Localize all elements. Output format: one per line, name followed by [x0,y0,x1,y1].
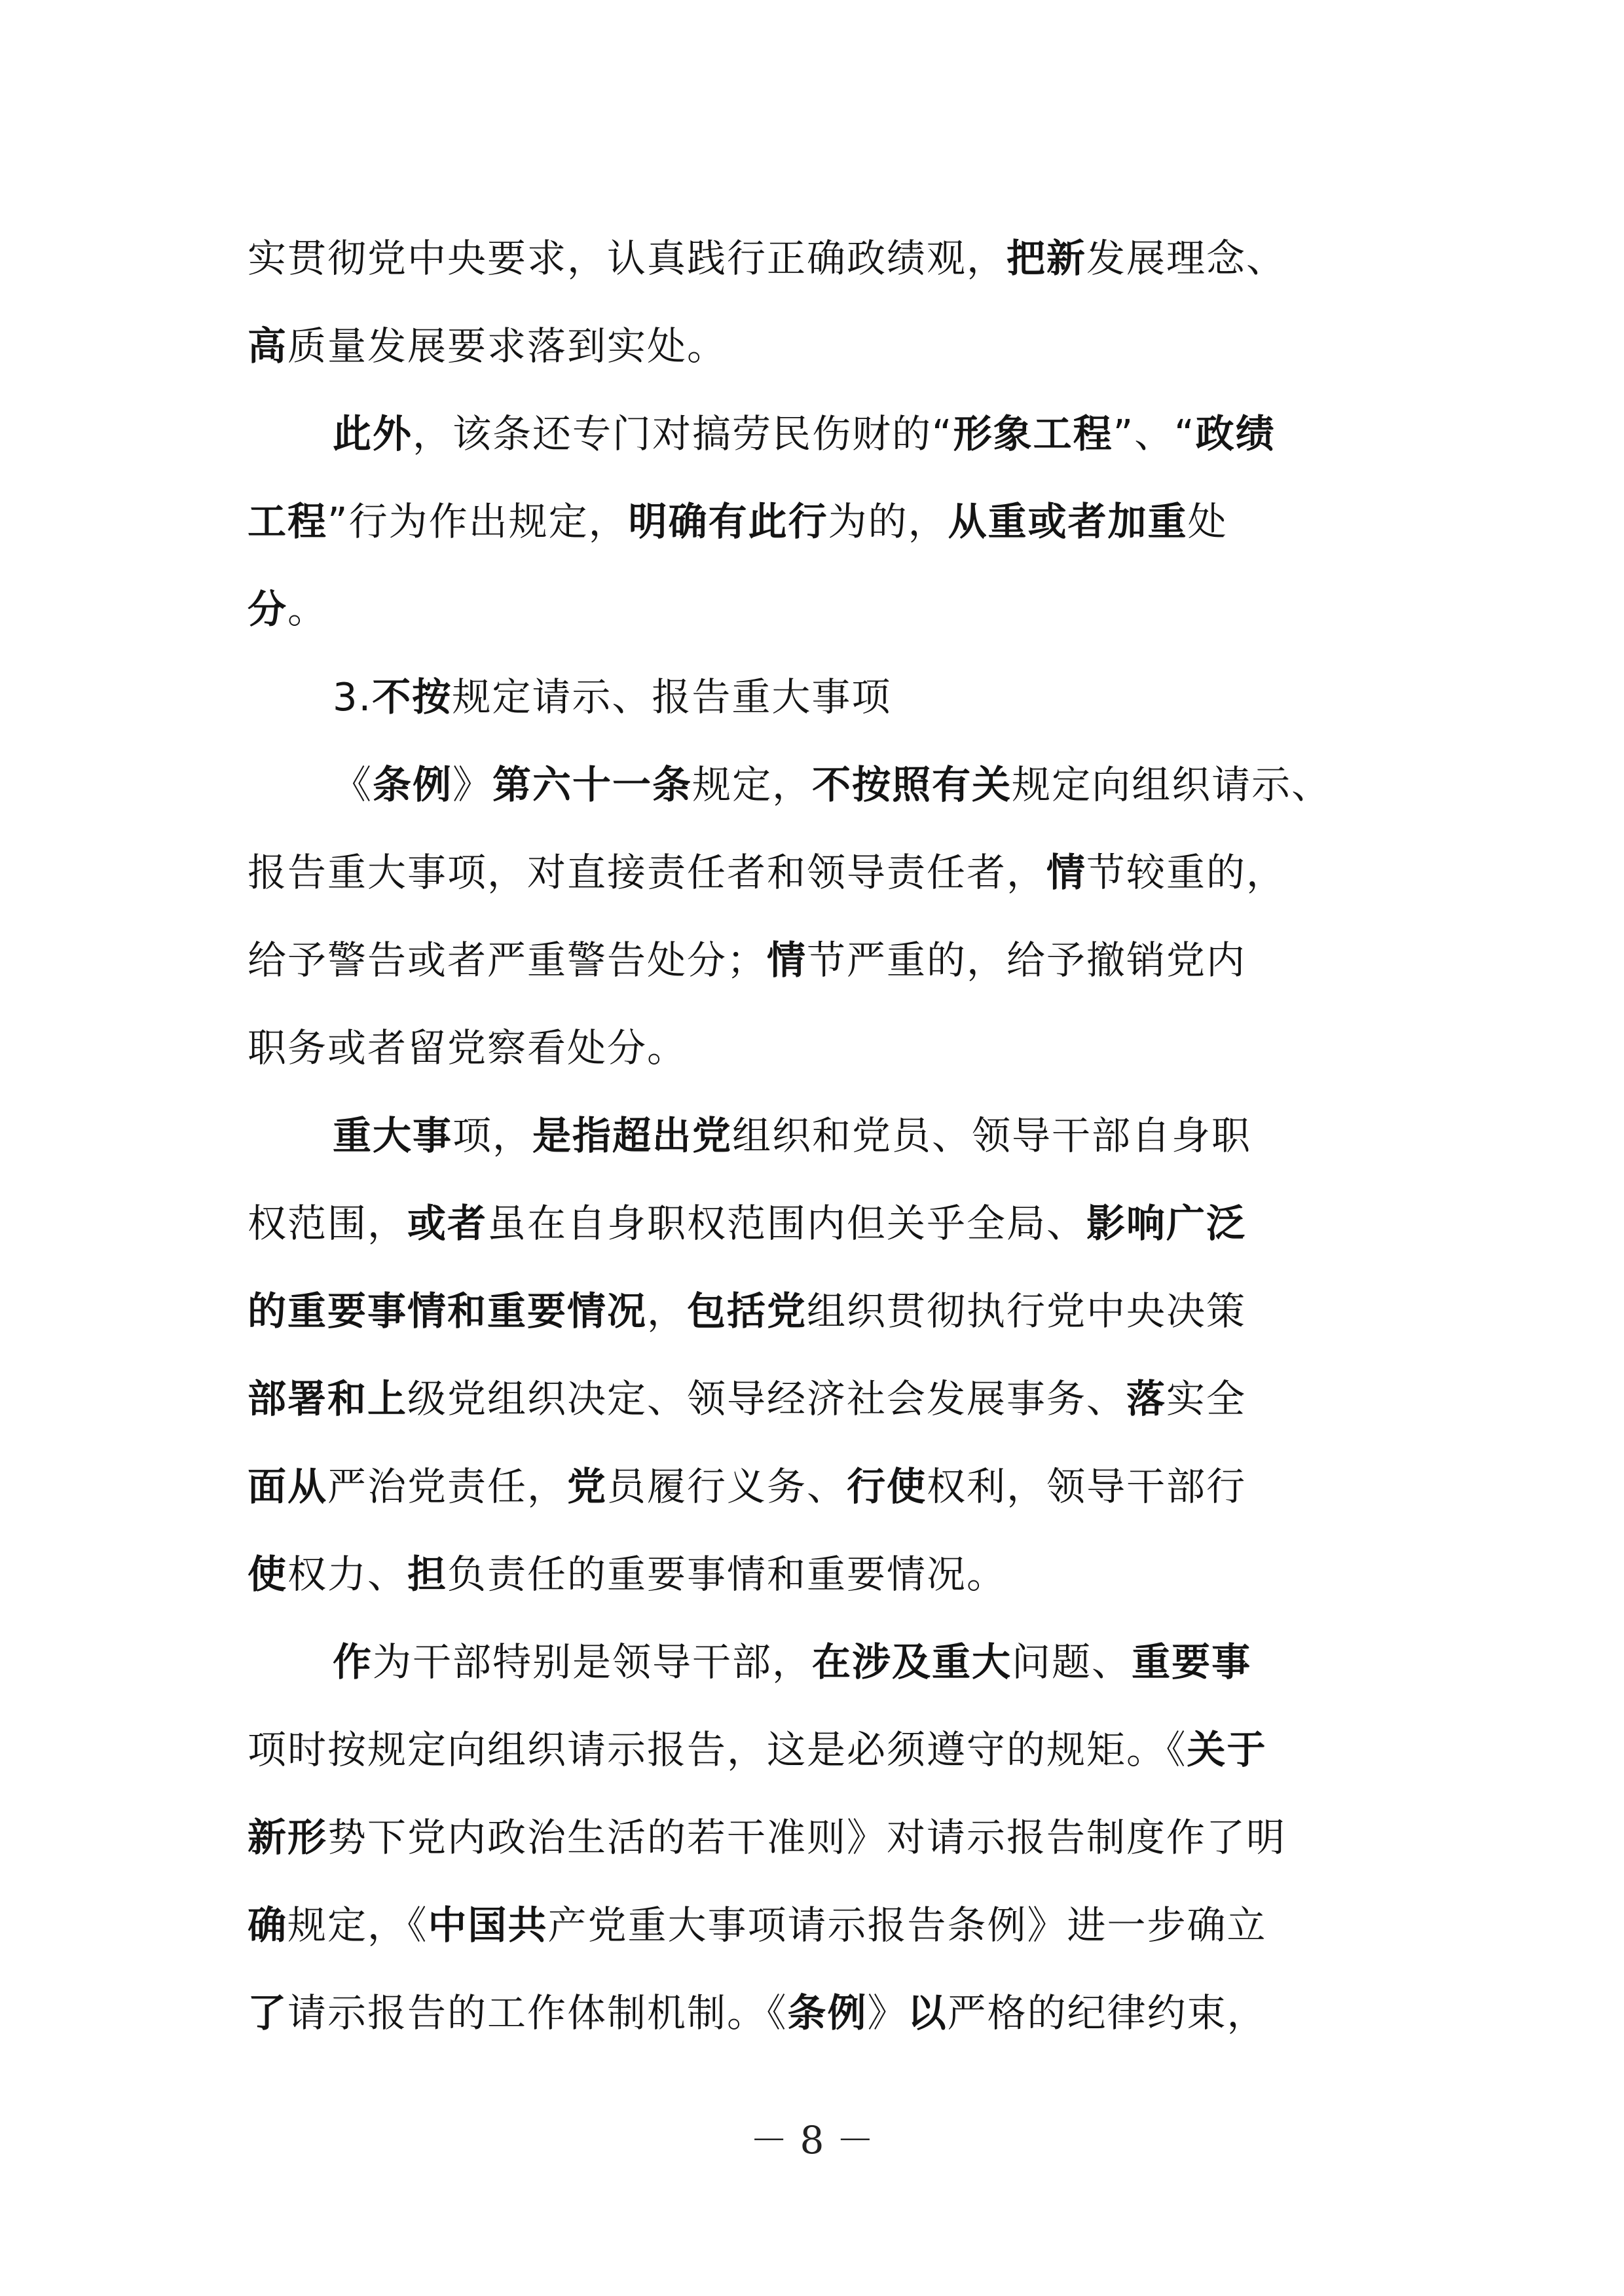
text-segment: 质量发展要求落到实处。 [287,323,728,369]
bold-text-segment: 中国共 [428,1903,548,1948]
text-segment: 3. [333,674,373,720]
bold-text-segment: 重要事 [1132,1639,1252,1685]
text-line [248,302,1420,390]
text-segment: 实全 [1166,1376,1247,1421]
bold-text-segment: 的重要事情和重要情况 [248,1288,648,1334]
text-segment: 问题、 [1012,1639,1132,1685]
bold-text-segment: 条例 [373,762,453,807]
page-number: － 8 － [750,2118,874,2162]
text-segment: 产党重大事项请示报告条例》进一步确立 [547,1903,1267,1948]
text-segment: ，该条还专门对搞劳民伤财的“ [413,411,953,456]
bold-text-segment: 担 [407,1552,448,1597]
bold-text-segment: 或者 [407,1201,488,1246]
bold-text-segment: 以 [907,1990,948,2035]
text-segment: 为干部特别是领导干部， [373,1639,813,1685]
text-segment: 组织和党员、领导干部自身职 [732,1113,1252,1158]
bold-text-segment: 重大事 [333,1113,453,1158]
text-segment: ， [647,1288,688,1334]
text-line [248,1267,1420,1355]
bold-text-segment: 政绩 [1195,411,1276,456]
bold-text-segment: 高 [248,323,288,369]
text-line [248,1180,1420,1267]
text-segment: 处 [1187,499,1228,544]
text-line [248,1092,1420,1180]
bold-text-segment: 分 [248,587,288,632]
text-line [248,653,1420,741]
bold-text-segment: 党 [567,1464,608,1509]
text-segment: ”行为作出规定， [327,499,629,544]
text-line [248,478,1420,566]
text-line [248,917,1420,1004]
text-segment: 势下党内政治生活的若干准则》对请示报告制度作了明 [327,1815,1287,1860]
text-segment: 实贯彻党中央要求，认真践行正确政绩观， [248,236,1007,281]
text-segment: 》 [867,1990,908,2035]
text-segment: 发展理念、 [1086,236,1287,281]
bold-text-segment: 第六十一条 [492,762,693,807]
bold-text-segment: 形象工程 [953,411,1113,456]
text-line [248,1004,1420,1092]
text-segment: 规定请示、报告重大事项 [452,674,892,720]
text-line [248,390,1420,478]
text-line [248,1969,1420,2057]
text-segment: 权力、 [287,1552,408,1597]
bold-text-segment: 使 [248,1552,288,1597]
text-segment: 项， [452,1113,533,1158]
bold-text-segment: 部署和上 [248,1376,408,1421]
text-segment: 权利，领导干部行 [927,1464,1247,1509]
text-line [248,1882,1420,1969]
text-segment: 节较重的， [1086,850,1287,895]
text-segment: 《 [333,762,373,807]
text-segment: 权范围， [248,1201,408,1246]
text-segment: 严治党责任， [327,1464,568,1509]
text-line [248,1706,1420,1794]
text-line [248,1355,1420,1443]
bold-text-segment: 包括党 [687,1288,807,1334]
text-segment: 。 [287,587,328,632]
bold-text-segment: 关于 [1187,1727,1267,1772]
text-segment: 为的， [828,499,948,544]
bold-text-segment: 面从 [248,1464,328,1509]
text-segment: 级党组织决定、领导经济社会发展事务、 [407,1376,1127,1421]
text-segment: 规定向组织请示、 [1012,762,1332,807]
bold-text-segment: 情 [1046,850,1087,895]
bold-text-segment: 落 [1126,1376,1167,1421]
bold-text-segment: 明确有此行 [628,499,828,544]
text-segment: 严格的纪律约束， [947,1990,1267,2035]
text-line [248,741,1420,829]
text-segment: 负责任的重要事情和重要情况。 [447,1552,1007,1597]
text-segment: 规定，《 [287,1903,428,1948]
bold-text-segment: 把新 [1006,236,1087,281]
text-line [248,1443,1420,1531]
text-line [248,1618,1420,1706]
body-text [248,215,1420,2057]
text-line [248,566,1420,653]
text-segment: 报告重大事项，对直接责任者和领导责任者， [248,850,1047,895]
text-segment: 规定， [692,762,813,807]
text-line [248,1794,1420,1882]
bold-text-segment: 工程 [248,499,328,544]
text-line [248,829,1420,917]
bold-text-segment: 作 [333,1639,373,1685]
text-line [248,215,1420,302]
bold-text-segment: 不按 [372,674,452,720]
text-segment: 给予警告或者严重警告处分； [248,938,767,983]
text-segment: 组织贯彻执行党中央决策 [807,1288,1247,1334]
bold-text-segment: 在涉及重大 [812,1639,1012,1685]
bold-text-segment: 从重或者加重 [948,499,1188,544]
text-segment: 虽在自身职权范围内但关乎全局、 [487,1201,1087,1246]
bold-text-segment: 确 [248,1903,288,1948]
bold-text-segment: 了 [248,1990,288,2035]
text-segment: 请示报告的工作体制机制。《 [287,1990,788,2035]
bold-text-segment: 不按照有关 [812,762,1012,807]
bold-text-segment: 情 [767,938,807,983]
text-segment: ”、“ [1113,411,1196,456]
bold-text-segment: 新形 [248,1815,328,1860]
bold-text-segment: 影响广泛 [1086,1201,1247,1246]
text-segment: 节严重的，给予撤销党内 [807,938,1247,983]
text-segment: 》 [452,762,493,807]
bold-text-segment: 行使 [847,1464,927,1509]
bold-text-segment: 条例 [787,1990,868,2035]
bold-text-segment: 是指超出党 [532,1113,733,1158]
text-segment: 职务或者留党察看处分。 [248,1025,688,1070]
text-segment: 项时按规定向组织请示报告，这是必须遵守的规矩。《 [248,1727,1187,1772]
text-line [248,1531,1420,1618]
text-segment: 员履行义务、 [607,1464,847,1509]
bold-text-segment: 此外 [333,411,413,456]
